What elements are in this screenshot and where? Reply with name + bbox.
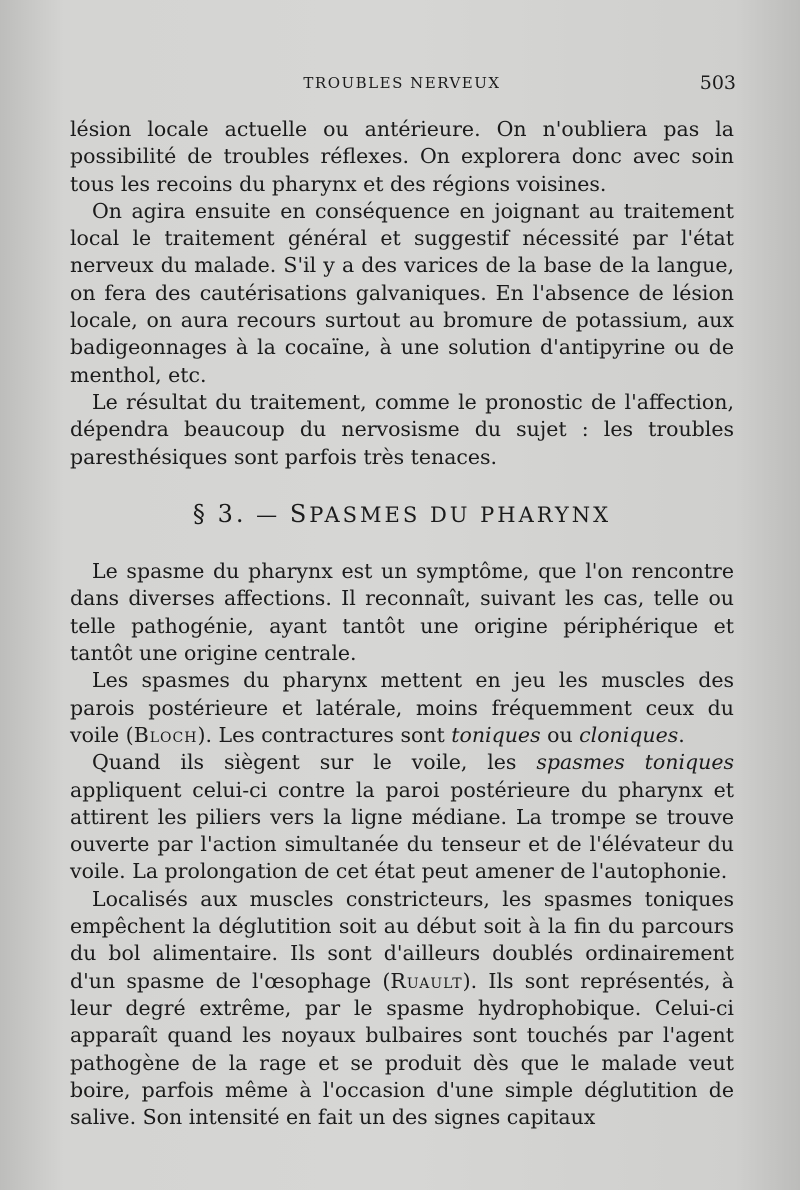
paragraph-5-text-c: ou: [540, 722, 580, 747]
section-dash: —: [256, 502, 281, 527]
section-heading: [70, 501, 734, 529]
page-number: 503: [699, 72, 736, 94]
paragraph-7: [70, 886, 734, 1132]
paragraph-6-text-a: Quand ils siègent sur le voile, les: [92, 750, 537, 775]
author-ruault: Ruault: [390, 968, 463, 993]
paragraph-7-text-b: ). Ils sont représentés, à leur degré extrême, par le spasme hydrophobique. Celui-ci apparaît quand les noyaux bulbaires sont touchés par l'agent pathogène de la rage et se produit dès que le malade veut boire, parfois même à l'occasion d'une simple déglutition de salive. Son intensité en fait un des signes capitaux: [70, 968, 734, 1130]
author-bloch: Bloch: [133, 722, 198, 747]
running-title: TROUBLES NERVEUX: [303, 74, 501, 92]
paragraph-1: lésion locale actuelle ou antérieure. On n'oubliera pas la possibilité de troubles réflexes. On explorera donc avec soin tous les recoins du pharynx et des régions voisines.: [70, 117, 734, 196]
term-spasmes-toniques: spasmes toniques: [536, 750, 734, 775]
paragraph-4: Le spasme du pharynx est un symptôme, que l'on rencontre dans diverses affections. Il reconnaît, suivant les cas, telle ou telle pathogénie, ayant tantôt une origine périphérique et tantôt une origine centrale.: [70, 559, 734, 666]
term-toniques: toniques: [451, 722, 541, 747]
paragraph-5-text-a: Les spasmes du pharynx mettent en jeu les muscles des parois postérieure et latérale, moins fréquemment ceux du voile (: [70, 668, 734, 747]
paragraph-5-text-b: ). Les contractures sont: [197, 722, 452, 747]
paragraph-7-text-a: Localisés aux muscles constricteurs, les spasmes toniques empêchent la déglutition soit au début soit à la fin du parcours du bol alimentaire. Ils sont d'ailleurs doublés ordinairement d'un spasme de l'œsophage (: [70, 886, 734, 993]
section-symbol: §: [192, 499, 208, 528]
paragraph-6-text-b: appliquent celui-ci contre la paroi postérieure du pharynx et attirent les piliers vers la ligne médiane. La trompe se trouve ouverte par l'action simultanée du tenseur et de l'élévateur du voile. La prolongation de cet état peut amener de l'autophonie.: [70, 777, 734, 884]
paragraph-5-text-d: .: [678, 722, 685, 747]
paragraph-5: [70, 667, 734, 749]
section-title-rest: PASMES DU PHARYNX: [309, 502, 612, 527]
page-header: [68, 74, 736, 102]
paragraph-2: On agira ensuite en conséquence en joignant au traitement local le traitement général et suggestif nécessité par l'état nerveux du malade. S'il y a des varices de la base de la langue, on fera des cautérisations galvaniques. En l'absence de lésion locale, on aura recours surtout au bromure de potassium, aux badigeonnages à la cocaïne, à une solution d'antipyrine ou de menthol, etc.: [70, 198, 734, 387]
body-text: [70, 116, 734, 1131]
paragraph-3: Le résultat du traitement, comme le pronostic de l'affection, dépendra beaucoup du nervosisme du sujet : les troubles paresthésiques sont parfois très tenaces.: [70, 389, 734, 469]
term-cloniques: cloniques: [579, 722, 679, 747]
section-number: 3.: [217, 499, 247, 528]
paragraph-6: [70, 749, 734, 885]
section-title-initial: S: [289, 499, 310, 528]
